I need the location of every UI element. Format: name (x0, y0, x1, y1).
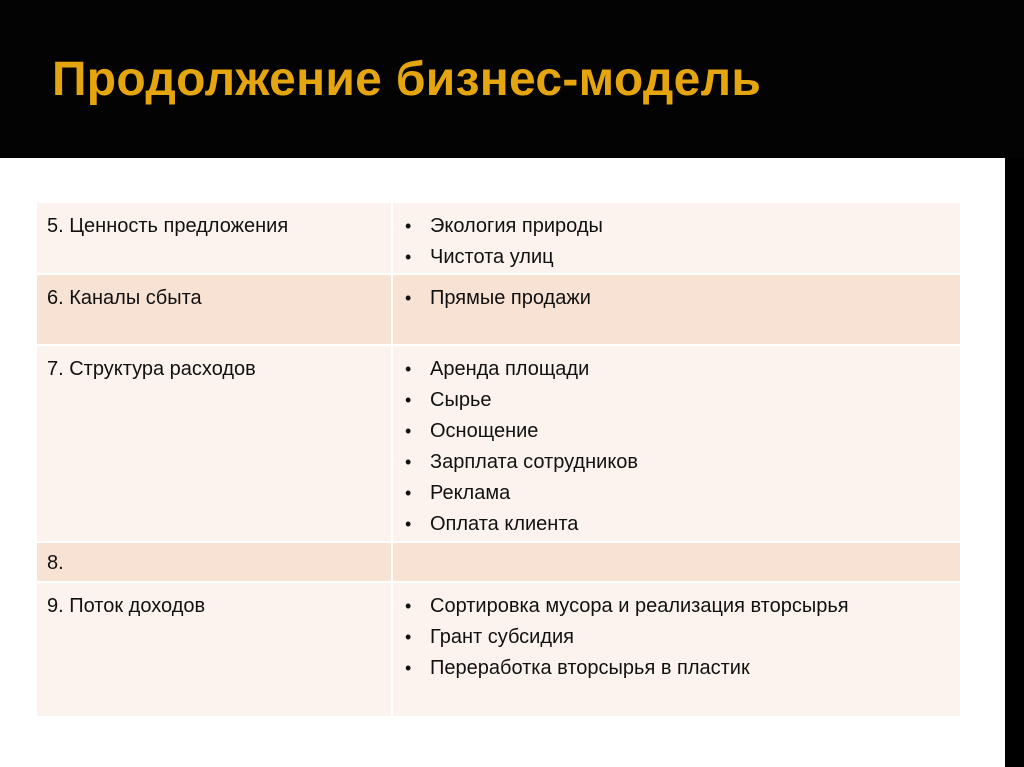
table-row (36, 345, 961, 542)
row-items-cost-structure (392, 345, 961, 542)
table-row (36, 202, 961, 274)
bullet-item: • Чистота улиц (403, 242, 950, 273)
bullet-item: • Прямые продажи (403, 283, 950, 314)
bullet-list (403, 283, 950, 314)
bullet-item: • Оплата клиента (403, 509, 950, 540)
table-row (36, 582, 961, 717)
row-items-empty (392, 542, 961, 582)
business-model-table (35, 201, 962, 718)
bullet-item: • Зарплата сотрудников (403, 447, 950, 478)
bullet-item: • Переработка вторсырья в пластик (403, 653, 950, 684)
bullet-item: • Сортировка мусора и реализация вторсырья (403, 591, 950, 622)
row-items-sales-channels (392, 274, 961, 345)
bullet-item: • Аренда площади (403, 354, 950, 385)
row-label-value-proposition: 5. Ценность предложения (36, 202, 392, 274)
row-label-revenue-streams: 9. Поток доходов (36, 582, 392, 717)
bullet-item: • Грант субсидия (403, 622, 950, 653)
title-band (0, 0, 1024, 158)
slide-title: Продолжение бизнес-модель (52, 53, 762, 106)
row-label-cost-structure: 7. Структура расходов (36, 345, 392, 542)
bullet-list (403, 591, 950, 684)
table-row (36, 274, 961, 345)
bullet-item: • Экология природы (403, 211, 950, 242)
bullet-item: • Реклама (403, 478, 950, 509)
row-items-revenue-streams (392, 582, 961, 717)
table-row (36, 542, 961, 582)
bullet-item: • Сырье (403, 385, 950, 416)
bullet-item: • Оснощение (403, 416, 950, 447)
row-label-sales-channels: 6. Каналы сбыта (36, 274, 392, 345)
bullet-list (403, 211, 950, 273)
row-items-value-proposition (392, 202, 961, 274)
bullet-list (403, 354, 950, 540)
row-label-empty: 8. (36, 542, 392, 582)
